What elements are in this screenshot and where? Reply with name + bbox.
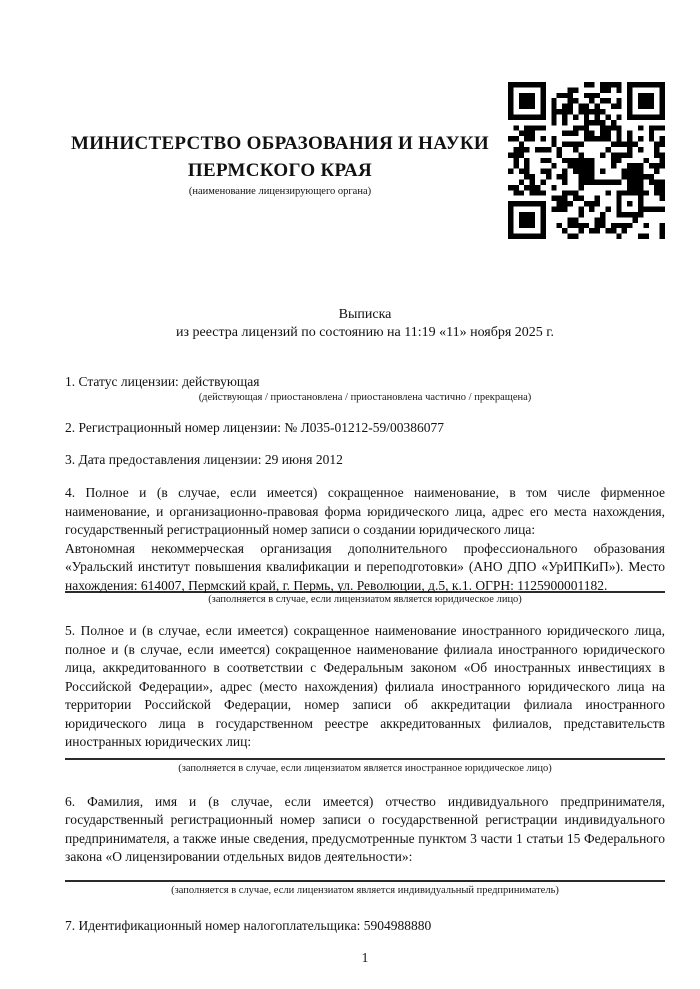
registration-number-label: 2. Регистрационный номер лицензии: <box>65 420 282 435</box>
field-grant-date <box>65 450 665 469</box>
document-body <box>65 306 665 967</box>
registration-number-value: № Л035-01212-59/00386077 <box>284 420 445 435</box>
foreign-entity-text: 5. Полное и (в случае, если имеется) сокращенное наименование иностранного юридического лица, полное и (в случае, если имеется) сокращенное наименование филиала иностранного юридического лица, аккредитованного в соответствии с Федеральным законом «Об иностранных инвестициях в Российской Федерации», адрес (место нахождения) филиала иностранного юридического лица на территории Российской Федерации, номер записи об аккредитации филиала иностранного юридического лица в государственном реестре аккредитованных филиалов, представительств иностранных юридических лиц: <box>65 623 665 749</box>
ministry-caption: (наименование лицензирующего органа) <box>188 186 372 197</box>
legal-entity-text: 4. Полное и (в случае, если имеется) сокращенное наименование, в том числе фирменное наименование, и организационно-правовая форма юридического лица, адрес его места нахождения, государственный регистрационный номер записи о создании юридического лица: <box>65 485 665 537</box>
page-number: 1 <box>361 949 369 965</box>
field-caption: (действующая / приостановлена / приостановлена частично / прекращена) <box>198 392 532 403</box>
field-license-status <box>65 372 665 404</box>
taxpayer-id-value: 5904988880 <box>363 917 432 933</box>
document-title <box>65 306 665 342</box>
legal-entity-value: Автономная некоммерческая организация дополнительного профессионального образования «Уральский институт повышения квалификации и переподготовки» (АНО ДПО «УрИПКиП»). Место нахождения: 614007, Пермский край, г. Пермь, ул. Революции, д.5, к.1. ОГРН: 1125900001182. <box>65 540 665 593</box>
field-caption: (заполняется в случае, если лицензиатом является иностранное юридическое лицо) <box>178 762 552 774</box>
qr-code-icon <box>508 82 665 239</box>
individual-entrepreneur-text: 6. Фамилия, имя и (в случае, если имеется) отчество индивидуального предпринимателя, государственный регистрационный номер записи о государственной регистрации индивидуального предпринимателя, а также иные сведения, предусмотренные пунктом 3 части 1 статьи 15 Федерального закона «О лицензировании отдельных видов деятельности»: <box>65 793 665 864</box>
ministry-name-line1: МИНИСТЕРСТВО ОБРАЗОВАНИЯ И НАУКИ <box>70 133 490 154</box>
field-individual-entrepreneur <box>65 793 665 897</box>
field-caption: (заполняется в случае, если лицензиатом является юридическое лицо) <box>208 594 522 605</box>
field-foreign-entity <box>65 622 665 775</box>
document-title-line2: из реестра лицензий по состоянию на 11:19 «11» ноября 2025 г. <box>176 325 554 340</box>
fill-line <box>65 758 665 760</box>
document-title-line1: Выписка <box>338 307 392 322</box>
licensing-authority-header <box>65 130 495 198</box>
taxpayer-id-label: 7. Идентификационный номер налогоплательщика: <box>65 917 361 933</box>
grant-date-value: 29 июня 2012 <box>264 452 343 467</box>
field-legal-entity <box>65 484 665 606</box>
grant-date-label: 3. Дата предоставления лицензии: <box>65 452 262 467</box>
license-status-label: 1. Статус лицензии: <box>65 374 179 389</box>
fill-line <box>65 880 665 882</box>
field-taxpayer-id <box>65 916 665 935</box>
field-registration-number <box>65 418 665 437</box>
license-status-value: действующая <box>182 374 260 389</box>
ministry-name-line2: ПЕРМСКОГО КРАЯ <box>187 160 373 181</box>
field-caption: (заполняется в случае, если лицензиатом является индивидуальный предприниматель) <box>171 884 559 896</box>
